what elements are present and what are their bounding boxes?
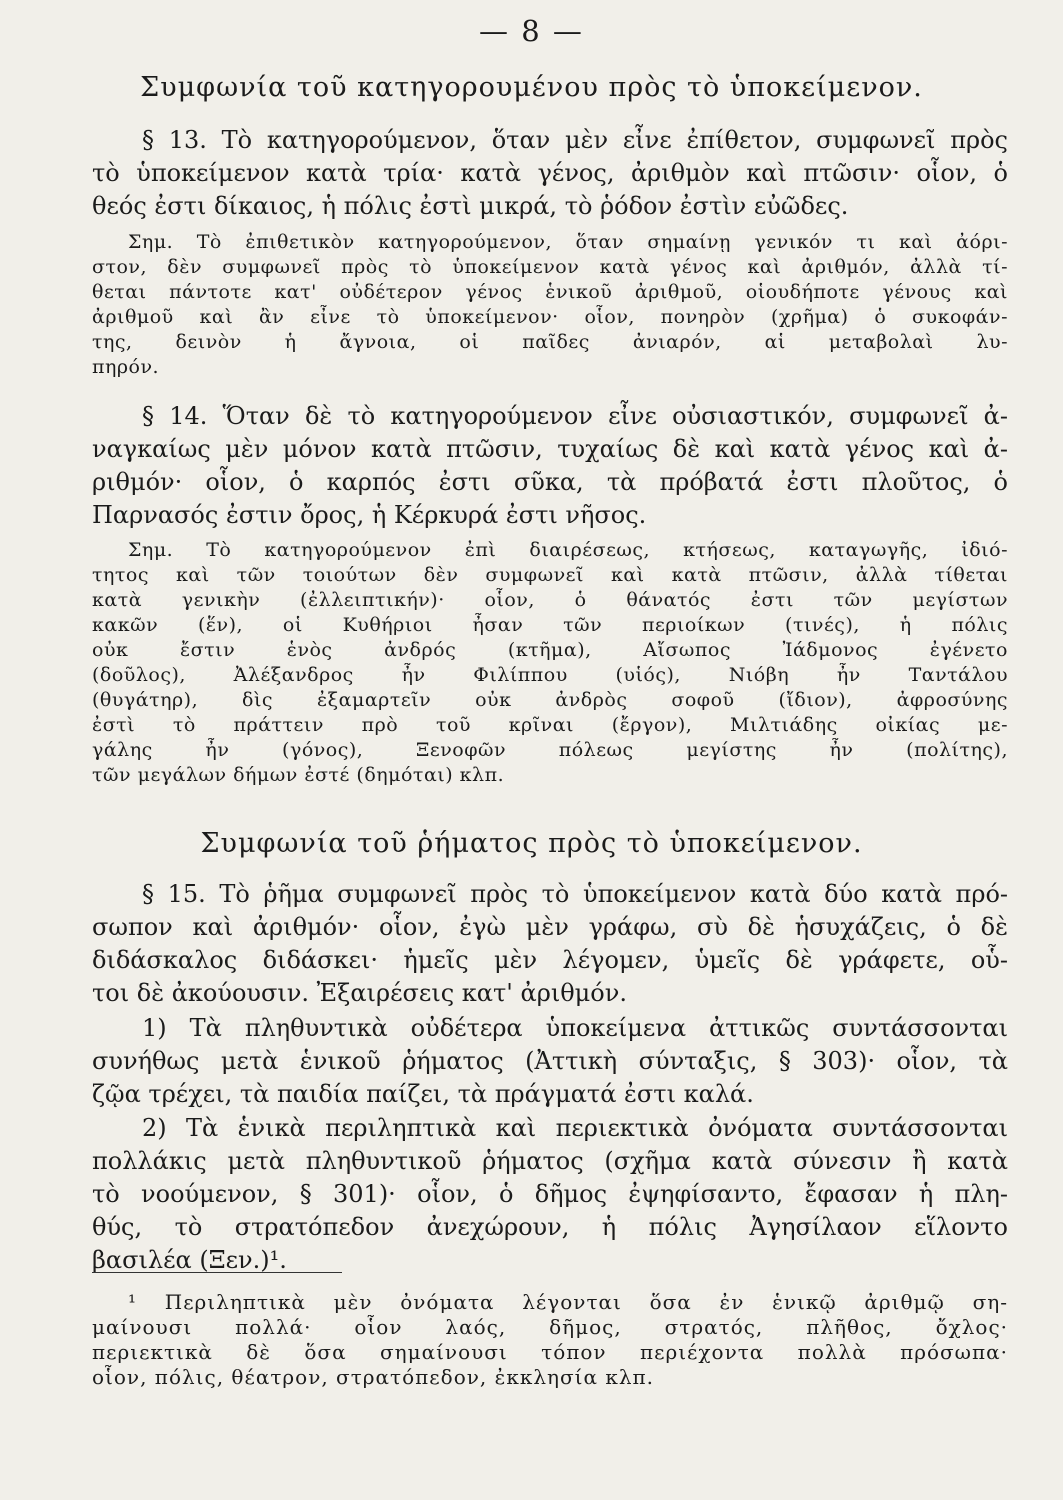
text-line: διδάσκαλος διδάσκει· ἡμεῖς μὲν λέγομεν, ὑμεῖς δὲ γράφετε, οὗ- (92, 946, 1008, 974)
footnote-line: μαίνουσι πολλά· οἷον λαός, δῆμος, στρατός, πλῆθος, ὄχλος· (92, 1315, 1008, 1339)
text-line: θεός ἐστι δίκαιος, ἡ πόλις ἐστὶ μικρά, τὸ ῥόδον ἐστὶν εὐῶδες. (92, 192, 849, 220)
footnote-line: οἷον, πόλις, θέατρον, στρατόπεδον, ἐκκλησία κλπ. (92, 1365, 655, 1389)
note-line: κατὰ γενικὴν (ἐλλειπτικήν)· οἷον, ὁ θάνατός ἐστι τῶν μεγίστων (92, 589, 1008, 611)
text-line: πολλάκις μετὰ πληθυντικοῦ ῥήματος (σχῆμα κατὰ σύνεσιν ἢ κατὰ (92, 1147, 1008, 1175)
footnote-line: περιεκτικὰ δὲ ὅσα σημαίνουσι τόπον περιέχοντα πολλὰ πρόσωπα· (92, 1340, 1008, 1364)
page-number: — 8 — (479, 14, 584, 48)
section-15 (92, 878, 1008, 1010)
text-line: ζῷα τρέχει, τὰ παιδία παίζει, τὰ πράγματά ἐστι καλά. (92, 1080, 754, 1108)
note-line: γάλης ἦν (γόνος), Ξενοφῶν πόλεως μεγίστης ἦν (πολίτης), (92, 739, 1008, 761)
note-line: Σημ. Τὸ ἐπιθετικὸν κατηγορούμενον, ὅταν σημαίνῃ γενικόν τι καὶ ἀόρι- (128, 231, 1008, 253)
section-14 (92, 400, 1008, 532)
text-line: βασιλέα (Ξεν.)¹. (92, 1246, 287, 1274)
heading-verb-agreement: Συμφωνία τοῦ ῥήματος πρὸς τὸ ὑποκείμενον. (200, 828, 863, 859)
note-line: κακῶν (ἕν), οἱ Κυθήριοι ἦσαν τῶν περιοίκων (τινές), ἡ πόλις (92, 614, 1008, 636)
text-line: συνήθως μετὰ ἑνικοῦ ῥήματος (Ἀττικὴ σύνταξις, § 303)· οἷον, τὰ (92, 1047, 1008, 1075)
note-line: Σημ. Τὸ κατηγορούμενον ἐπὶ διαιρέσεως, κτήσεως, καταγωγῆς, ἰδιό- (128, 539, 1008, 561)
text-line: Παρνασός ἐστιν ὄρος, ἡ Κέρκυρά ἐστι νῆσος. (92, 501, 647, 529)
footnote-divider (92, 1272, 342, 1273)
footnote-line: ¹ Περιληπτικὰ μὲν ὀνόματα λέγονται ὅσα ἐν ἑνικῷ ἀριθμῷ ση- (128, 1290, 1008, 1314)
text-line: § 15. Τὸ ῥῆμα συμφωνεῖ πρὸς τὸ ὑποκείμενον κατὰ δύο κατὰ πρό- (142, 880, 1008, 908)
note-14 (92, 538, 1008, 788)
text-line: 2) Τὰ ἑνικὰ περιληπτικὰ καὶ περιεκτικὰ ὀνόματα συντάσσονται (142, 1114, 1008, 1142)
note-line: τητος καὶ τῶν τοιούτων δὲν συμφωνεῖ καὶ κατὰ πτῶσιν, ἀλλὰ τίθεται (92, 564, 1008, 586)
text-line: ριθμόν· οἷον, ὁ καρπός ἐστι σῦκα, τὰ πρόβατά ἐστι πλοῦτος, ὁ (92, 468, 1008, 496)
section-13 (92, 124, 1008, 223)
text-line: θύς, τὸ στρατόπεδον ἀνεχώρουν, ἡ πόλις Ἀγησίλαον εἵλοντο (92, 1213, 1008, 1241)
text-line: § 13. Τὸ κατηγορούμενον, ὅταν μὲν εἶνε ἐπίθετον, συμφωνεῖ πρὸς (142, 126, 1008, 154)
text-line: 1) Τὰ πληθυντικὰ οὐδέτερα ὑποκείμενα ἀττικῶς συντάσσονται (142, 1014, 1008, 1042)
text-line: § 14. Ὅταν δὲ τὸ κατηγορούμενον εἶνε οὐσιαστικόν, συμφωνεῖ ἀ- (142, 402, 1008, 430)
note-line: ἀριθμοῦ καὶ ἂν εἶνε τὸ ὑποκείμενον· οἷον, πονηρὸν (χρῆμα) ὁ συκοφάν- (92, 306, 1008, 328)
exception-1 (92, 1012, 1008, 1111)
heading-predicate-agreement: Συμφωνία τοῦ κατηγορουμένου πρὸς τὸ ὑποκείμενον. (140, 72, 923, 103)
note-13 (92, 230, 1008, 380)
note-line: (θυγάτηρ), δὶς ἐξαμαρτεῖν οὐκ ἀνδρὸς σοφοῦ (ἴδιον), ἀφροσύνης (92, 689, 1008, 711)
note-line: της, δεινὸν ἡ ἄγνοια, οἱ παῖδες ἀνιαρόν, αἱ μεταβολαὶ λυ- (92, 331, 1008, 353)
note-line: οὐκ ἔστιν ἑνὸς ἀνδρός (κτῆμα), Αἴσωπος Ἰάδμονος ἐγένετο (92, 639, 1008, 661)
text-line: ναγκαίως μὲν μόνον κατὰ πτῶσιν, τυχαίως δὲ καὶ κατὰ γένος καὶ ἀ- (92, 435, 1008, 463)
note-line: θεται πάντοτε κατ' οὐδέτερον γένος ἑνικοῦ ἀριθμοῦ, οἱουδήποτε γένους καὶ (92, 281, 1008, 303)
exception-2 (92, 1112, 1008, 1277)
note-line: ἐστὶ τὸ πράττειν πρὸ τοῦ κρῖναι (ἔργον), Μιλτιάδης οἰκίας με- (92, 714, 1008, 736)
note-line: τῶν μεγάλων δήμων ἐστέ (δημόται) κλπ. (92, 764, 505, 786)
text-line: σωπον καὶ ἀριθμόν· οἷον, ἐγὼ μὲν γράφω, σὺ δὲ ἡσυχάζεις, ὁ δὲ (92, 913, 1008, 941)
note-line: στον, δὲν συμφωνεῖ πρὸς τὸ ὑποκείμενον κατὰ γένος καὶ ἀριθμόν, ἀλλὰ τί- (92, 256, 1008, 278)
text-line: τοι δὲ ἀκούουσιν. Ἐξαιρέσεις κατ' ἀριθμόν. (92, 979, 627, 1007)
text-line: τὸ ὑποκείμενον κατὰ τρία· κατὰ γένος, ἀριθμὸν καὶ πτῶσιν· οἷον, ὁ (92, 159, 1008, 187)
footnote (92, 1290, 1008, 1390)
note-line: (δοῦλος), Ἀλέξανδρος ἦν Φιλίππου (υἱός), Νιόβη ἦν Ταντάλου (92, 664, 1008, 686)
text-line: τὸ νοούμενον, § 301)· οἷον, ὁ δῆμος ἐψηφίσαντο, ἔφασαν ἡ πλη- (92, 1180, 1008, 1208)
note-line: πηρόν. (92, 356, 160, 378)
